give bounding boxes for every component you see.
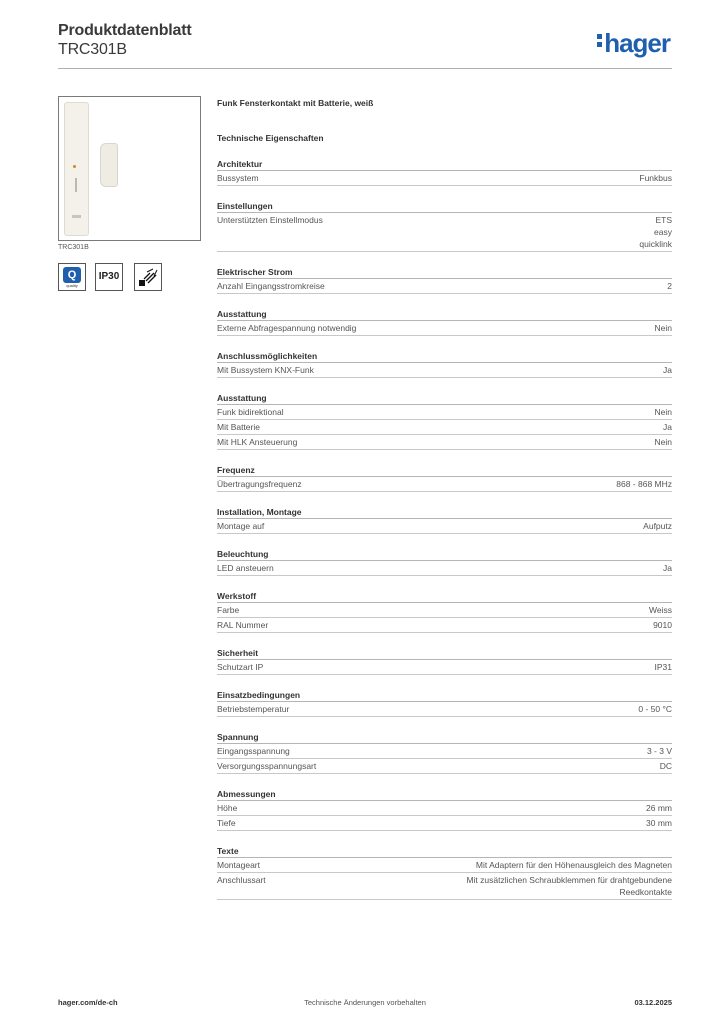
- spec-label: Farbe: [217, 605, 240, 615]
- spec-label: Betriebstemperatur: [217, 704, 290, 714]
- spec-section: [217, 590, 672, 633]
- radio-badge: [134, 263, 162, 291]
- spec-section: [217, 200, 672, 252]
- spec-section-title: Einstellungen: [217, 200, 672, 213]
- spec-label: Bussystem: [217, 173, 259, 183]
- spec-row: [217, 405, 672, 420]
- ip-rating-badge: IP30: [95, 263, 123, 291]
- spec-value: 3 - 3 V: [646, 746, 672, 756]
- specification-content: [217, 97, 672, 900]
- spec-value: IP31: [654, 662, 672, 672]
- spec-section-title: Ausstattung: [217, 308, 672, 321]
- spec-row: [217, 603, 672, 618]
- spec-section: [217, 788, 672, 831]
- spec-value: 9010: [653, 620, 672, 630]
- spec-label: Eingangsspannung: [217, 746, 290, 756]
- spec-section: [217, 350, 672, 378]
- spec-section: [217, 647, 672, 675]
- spec-section: [217, 548, 672, 576]
- spec-value: DC: [659, 761, 672, 771]
- spec-value: Funkbus: [639, 173, 672, 183]
- spec-value: Ja: [663, 365, 672, 375]
- spec-label: Anschlussart: [217, 875, 266, 885]
- spec-label: Mit HLK Ansteuerung: [217, 437, 298, 447]
- spec-row: [217, 618, 672, 633]
- spec-section-title: Beleuchtung: [217, 548, 672, 561]
- spec-row: [217, 816, 672, 831]
- footer-website: hager.com/de-ch: [58, 998, 118, 1007]
- quality-badge: [58, 263, 86, 291]
- spec-section-title: Abmessungen: [217, 788, 672, 801]
- radio-signal-icon: [135, 264, 161, 290]
- spec-row: [217, 279, 672, 294]
- header-divider: [58, 68, 672, 69]
- spec-label: Schutzart IP: [217, 662, 264, 672]
- specification-sections: [217, 158, 672, 900]
- magnet-illustration: [100, 143, 118, 187]
- spec-section: [217, 392, 672, 450]
- spec-value: Nein: [654, 437, 672, 447]
- spec-row: [217, 321, 672, 336]
- spec-row: [217, 435, 672, 450]
- spec-row: [217, 858, 672, 873]
- spec-value: 30 mm: [646, 818, 672, 828]
- spec-label: Externe Abfragespannung notwendig: [217, 323, 357, 333]
- spec-section: [217, 689, 672, 717]
- spec-row: [217, 759, 672, 774]
- spec-section: [217, 506, 672, 534]
- spec-section-title: Spannung: [217, 731, 672, 744]
- spec-row: [217, 660, 672, 675]
- spec-value: ETS easy quicklink: [639, 215, 672, 249]
- quality-icon: Q: [63, 267, 81, 283]
- image-caption: TRC301B: [58, 244, 89, 251]
- spec-section: [217, 464, 672, 492]
- spec-label: Tiefe: [217, 818, 236, 828]
- spec-section-title: Einsatzbedingungen: [217, 689, 672, 702]
- spec-value: Ja: [663, 563, 672, 573]
- spec-label: Funk bidirektional: [217, 407, 284, 417]
- spec-row: [217, 801, 672, 816]
- spec-section-title: Installation, Montage: [217, 506, 672, 519]
- spec-section-title: Ausstattung: [217, 392, 672, 405]
- spec-row: [217, 477, 672, 492]
- spec-section: [217, 845, 672, 900]
- spec-section-title: Frequenz: [217, 464, 672, 477]
- spec-value: Aufputz: [643, 521, 672, 531]
- spec-row: [217, 363, 672, 378]
- spec-value: 868 - 868 MHz: [616, 479, 672, 489]
- spec-section-title: Sicherheit: [217, 647, 672, 660]
- product-description: Funk Fensterkontakt mit Batterie, weiß: [217, 98, 374, 108]
- spec-value: Weiss: [649, 605, 672, 615]
- quality-badge-text: quality: [66, 283, 78, 288]
- document-title: Produktdatenblatt: [58, 22, 192, 39]
- footer-notice: Technische Änderungen vorbehalten: [304, 998, 426, 1007]
- spec-label: LED ansteuern: [217, 563, 274, 573]
- spec-label: Anzahl Eingangsstromkreise: [217, 281, 325, 291]
- spec-row: [217, 519, 672, 534]
- spec-row: [217, 744, 672, 759]
- spec-section-title: Anschlussmöglichkeiten: [217, 350, 672, 363]
- spec-row: [217, 420, 672, 435]
- spec-section-title: Architektur: [217, 158, 672, 171]
- logo-text: hager: [604, 28, 670, 58]
- product-code: TRC301B: [58, 41, 127, 58]
- spec-row: [217, 873, 672, 900]
- spec-row: [217, 561, 672, 576]
- spec-value: Mit zusätzlichen Schraubklemmen für drahtgebundene Reedkontakte: [466, 875, 672, 897]
- spec-label: Höhe: [217, 803, 238, 813]
- spec-value: Nein: [654, 323, 672, 333]
- spec-label: Montageart: [217, 860, 260, 870]
- spec-section-title: Werkstoff: [217, 590, 672, 603]
- spec-value: Mit Adaptern für den Höhenausgleich des Magneten: [475, 860, 672, 870]
- hager-logo: [597, 28, 670, 59]
- spec-section: [217, 731, 672, 774]
- sensor-body-illustration: [64, 102, 89, 236]
- spec-label: Versorgungsspannungsart: [217, 761, 317, 771]
- footer-date: 03.12.2025: [634, 998, 672, 1007]
- spec-row: [217, 171, 672, 186]
- spec-value: 26 mm: [646, 803, 672, 813]
- spec-label: Unterstützten Einstellmodus: [217, 215, 323, 225]
- logo-dots-icon: [597, 28, 602, 47]
- spec-label: Mit Batterie: [217, 422, 260, 432]
- spec-row: [217, 213, 672, 252]
- spec-label: Mit Bussystem KNX-Funk: [217, 365, 314, 375]
- spec-label: Übertragungsfrequenz: [217, 479, 302, 489]
- spec-section-title: Texte: [217, 845, 672, 858]
- technical-properties-heading: Technische Eigenschaften: [217, 133, 324, 143]
- spec-section-title: Elektrischer Strom: [217, 266, 672, 279]
- spec-value: Ja: [663, 422, 672, 432]
- spec-label: Montage auf: [217, 521, 265, 531]
- spec-section: [217, 158, 672, 186]
- spec-section: [217, 266, 672, 294]
- spec-label: RAL Nummer: [217, 620, 269, 630]
- spec-value: Nein: [654, 407, 672, 417]
- spec-row: [217, 702, 672, 717]
- spec-value: 2: [667, 281, 672, 291]
- spec-section: [217, 308, 672, 336]
- spec-value: 0 - 50 °C: [638, 704, 672, 714]
- page-header: [58, 22, 672, 59]
- product-image: [58, 96, 201, 241]
